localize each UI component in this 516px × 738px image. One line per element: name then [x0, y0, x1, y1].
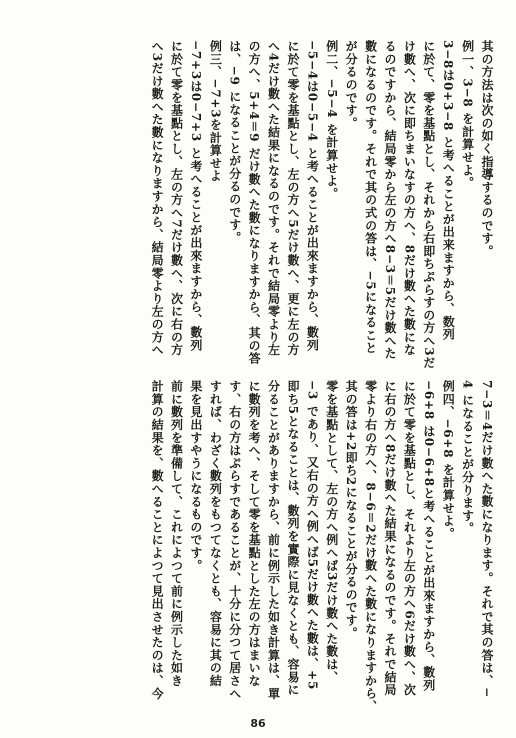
upper-text-section — [20, 40, 496, 370]
text-column: すれば、わざく數列をもつてなくとも、容易に其の結 — [208, 380, 223, 688]
text-column: 前に數列を準備して、これによつて前に例示した如き — [169, 380, 184, 688]
lower-text-section — [20, 380, 496, 715]
text-column: け數へ、次に即ちまいなすの方へ、8だけ數へた數にな — [402, 40, 417, 357]
text-column: 4 になることが分ります。 — [460, 380, 475, 535]
text-column: の方へ、5+4＝9 だけ數へた數になりますから、其の答 — [247, 40, 262, 365]
lower-vertical-text — [147, 380, 496, 715]
text-column: に數列を考へ、そして零を基點とした左の方はまいな — [247, 380, 262, 688]
text-column: は、−9 になることが分るのです。 — [227, 40, 242, 245]
text-column: へ4だけ數へた結果になるのです。それで結局零より左 — [266, 40, 281, 357]
text-column: 分ることがありますから、前に例示した如き計算は、單 — [266, 380, 281, 700]
text-column: に於て、零を基點とし、それから右即ちぷらすの方へ3だ — [421, 40, 436, 370]
text-column: −5−4は0−5−4 と考へることが出來ますから、數列 — [305, 40, 320, 352]
upper-vertical-text — [147, 40, 496, 370]
text-column: に於て零を基點とし、左の方へ5だけ數へ、更に左の方 — [285, 40, 300, 357]
text-column: 果を見出すやうになるものです。 — [188, 380, 203, 572]
text-column: るのですから、結局零から左の方へ8−3＝5だけ數へた — [382, 40, 397, 360]
text-column: に於て零を基點とし、それより左の方へ6だけ數へ、次 — [402, 380, 417, 697]
text-column: に右の方へ8だけ數へた結果になるのです。それで結局 — [382, 380, 397, 697]
text-column: 例四、−6+8 を計算せよ。 — [441, 380, 456, 541]
text-column: 其の答は+2即ち2になることが分るのです。 — [344, 380, 359, 640]
text-column: 其の方法は次の如く指導するのです。 — [480, 40, 494, 258]
text-column: 計算の結果を、數へることによつて見出させたのは、今 — [150, 380, 165, 700]
text-column: −7+3は0−7+3 と考へることが出來ますから、數列 — [188, 40, 203, 352]
text-column: 例三、−7+3を計算せよ — [208, 40, 223, 183]
text-column: が分るのです。 — [344, 40, 359, 130]
text-column: 數になるのです。それで其の式の答は、−5になること — [363, 40, 378, 355]
text-column: 3−8は0+3−8 と考へることが出来ますから、数列 — [441, 40, 456, 341]
text-column: 例一、3−8 を計算せよ。 — [460, 40, 475, 190]
text-column: −6+8 は0−6+8と考へることが出來ますから、數列 — [421, 380, 436, 692]
text-column: −3 であり、又右の方へ例へば5だけ數へた數は、+5 — [305, 380, 320, 691]
text-column: す、右の方はぷらすであることが、十分に分つて居さへ — [227, 380, 242, 700]
text-column: 零を基點として、左の方へ例へば3だけ數へた數は、 — [324, 380, 339, 684]
text-column: へ3だけ數へた數になりますから、結局零より左の方へ — [150, 40, 165, 357]
text-column: に於て零を基點とし、左の方へ7だけ數へ、次に右の方 — [169, 40, 184, 357]
text-column: 7−3＝4だけ數へた數になります。それで其の答は、− — [480, 380, 494, 698]
text-column: 例二、−5−4 を計算せよ。 — [324, 40, 339, 201]
text-column: 零より右の方へ、8−6＝2だけ數へた數になりますから、 — [363, 380, 378, 713]
text-column: 即ち5となることは、數列を實際に見なくとも、容易に — [285, 380, 300, 697]
page-number: 86 — [250, 717, 266, 730]
